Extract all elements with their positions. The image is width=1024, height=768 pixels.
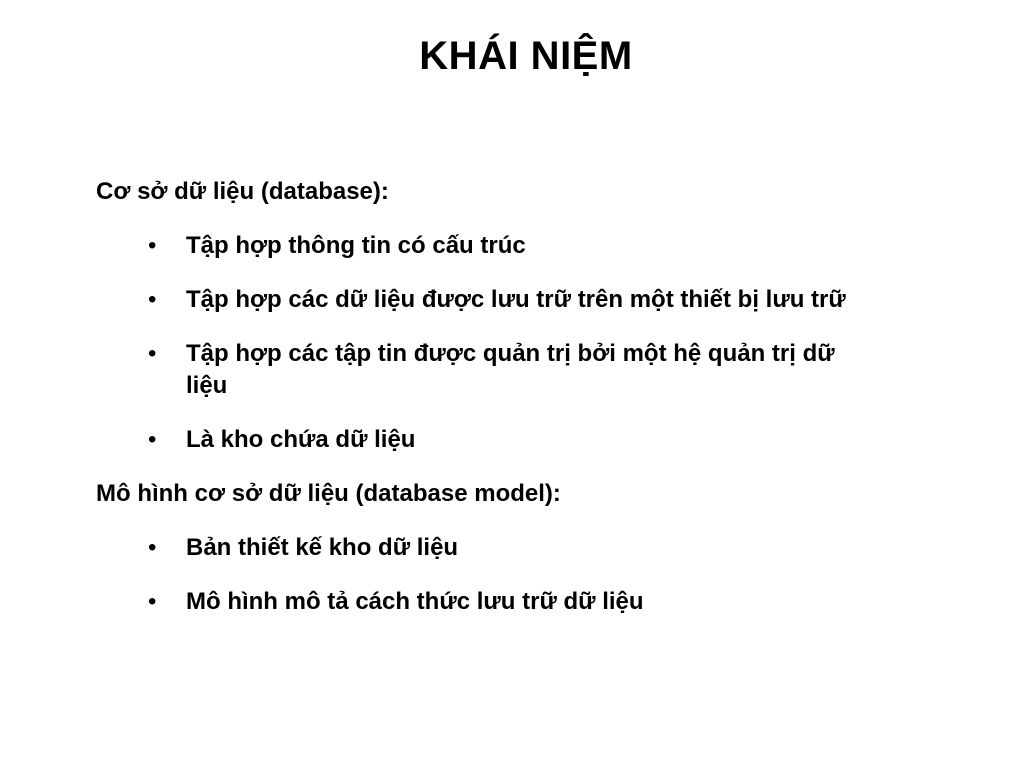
bullet-text: Tập hợp các dữ liệu được lưu trữ trên một thiết bị lưu trữ [186,286,846,313]
bullet-item [96,230,876,262]
slide-title: KHÁI NIỆM [419,34,633,78]
bullet-text: Tập hợp các tập tin được quản trị bởi một hệ quản trị dữ liệu [186,340,835,399]
bullet-list-database-model [96,532,996,618]
bullet-item [96,532,876,564]
bullet-item [96,338,876,402]
bullet-list-database [96,230,996,456]
bullet-marker: • [148,588,157,615]
bullet-text: Tập hợp thông tin có cấu trúc [186,232,526,259]
section-heading-database-model: Mô hình cơ sở dữ liệu (database model): [96,480,561,507]
bullet-marker: • [148,426,157,453]
bullet-item [96,284,986,316]
section-heading-database: Cơ sở dữ liệu (database): [96,178,389,205]
bullet-item [96,586,876,618]
slide-content [96,176,996,640]
bullet-marker: • [148,232,157,259]
bullet-marker: • [148,340,157,367]
bullet-text: Mô hình mô tả cách thức lưu trữ dữ liệu [186,588,644,615]
bullet-item [96,424,876,456]
bullet-marker: • [148,534,157,561]
bullet-marker: • [148,286,157,313]
bullet-text: Là kho chứa dữ liệu [186,426,416,453]
bullet-text: Bản thiết kế kho dữ liệu [186,534,459,561]
